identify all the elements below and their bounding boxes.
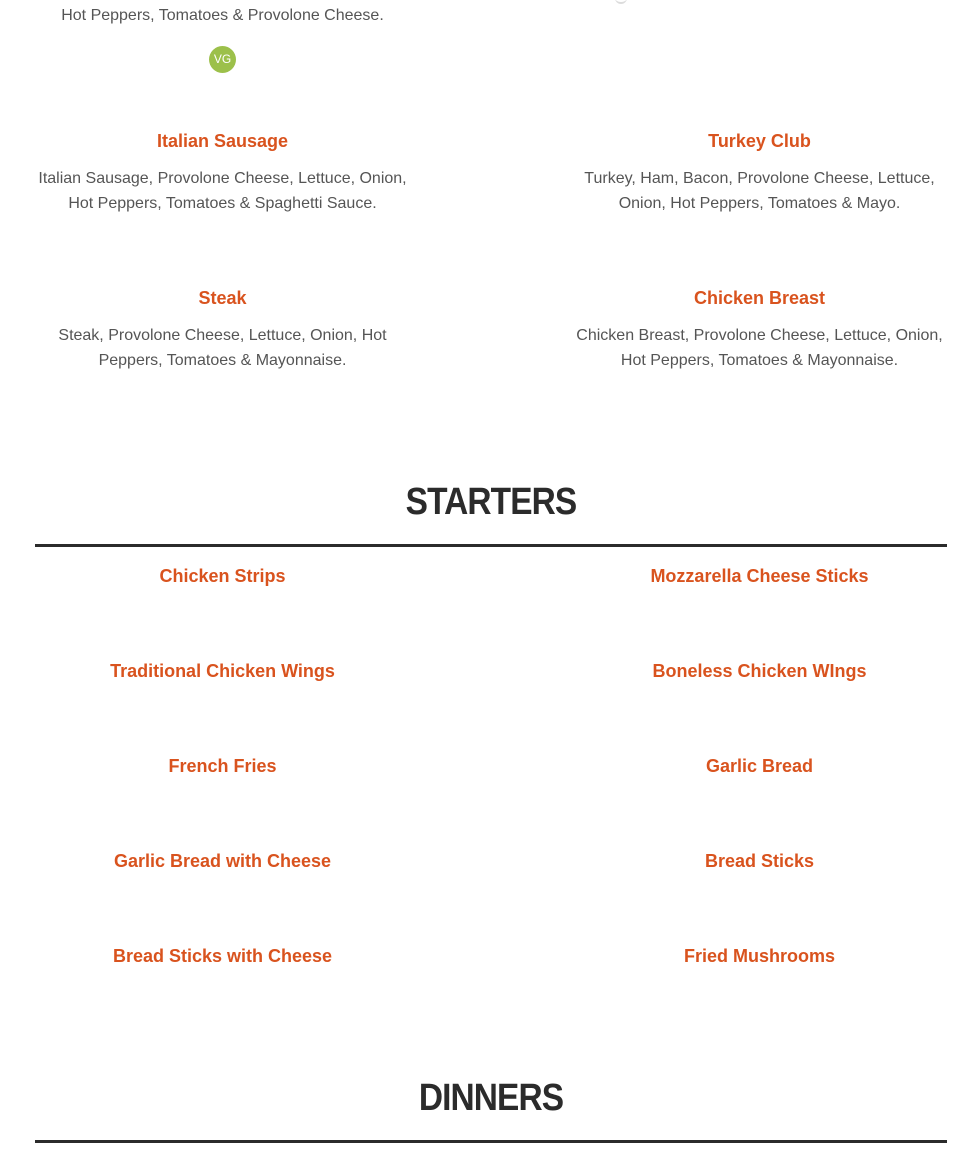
partial-item-description: Hot Peppers, Tomatoes & Provolone Cheese. [61,7,384,24]
menu-item-turkey-club[interactable] [567,131,952,216]
menu-item-description: Chicken Breast, Provolone Cheese, Lettuce, Onion, Hot Peppers, Tomatoes & Mayonnaise. [576,327,943,369]
starter-item-traditional-wings[interactable]: Traditional Chicken Wings [110,661,335,681]
starter-item-french-fries[interactable]: French Fries [168,756,277,776]
menu-item-title[interactable]: Chicken Breast [693,288,826,308]
menu-item-italian-sausage[interactable] [30,131,415,216]
section-heading-starters: STARTERS [405,481,577,523]
menu-item-title[interactable]: Steak [198,288,247,308]
menu-item-title[interactable]: Turkey Club [708,131,811,151]
starter-item-fried-mushrooms[interactable]: Fried Mushrooms [683,946,835,966]
starter-item-boneless-wings[interactable]: Boneless Chicken WIngs [652,661,867,681]
starter-item-garlic-bread[interactable]: Garlic Bread [705,756,814,776]
starter-item-bread-sticks[interactable]: Bread Sticks [704,851,815,871]
section-divider [35,1140,947,1143]
starter-item-chicken-strips[interactable]: Chicken Strips [159,566,286,586]
menu-item-description: Turkey, Ham, Bacon, Provolone Cheese, Lettuce, Onion, Hot Peppers, Tomatoes & Mayo. [584,170,935,212]
menu-item-title[interactable]: Italian Sausage [156,131,289,151]
menu-item-steak[interactable] [30,288,415,373]
section-heading-dinners: DINNERS [418,1077,564,1119]
starter-item-bread-sticks-cheese[interactable]: Bread Sticks with Cheese [112,946,333,966]
starter-item-mozzarella-sticks[interactable]: Mozzarella Cheese Sticks [650,566,869,586]
menu-item-description: Italian Sausage, Provolone Cheese, Lettuce, Onion, Hot Peppers, Tomatoes & Spaghetti Sauce. [38,170,407,212]
section-divider [35,544,947,547]
cut-off-glyph [615,0,627,4]
menu-item-chicken-breast[interactable] [567,288,952,373]
menu-item-description: Steak, Provolone Cheese, Lettuce, Onion, Hot Peppers, Tomatoes & Mayonnaise. [58,327,387,369]
vegetarian-badge-icon: VG [209,46,236,73]
starter-item-garlic-bread-cheese[interactable]: Garlic Bread with Cheese [113,851,332,871]
